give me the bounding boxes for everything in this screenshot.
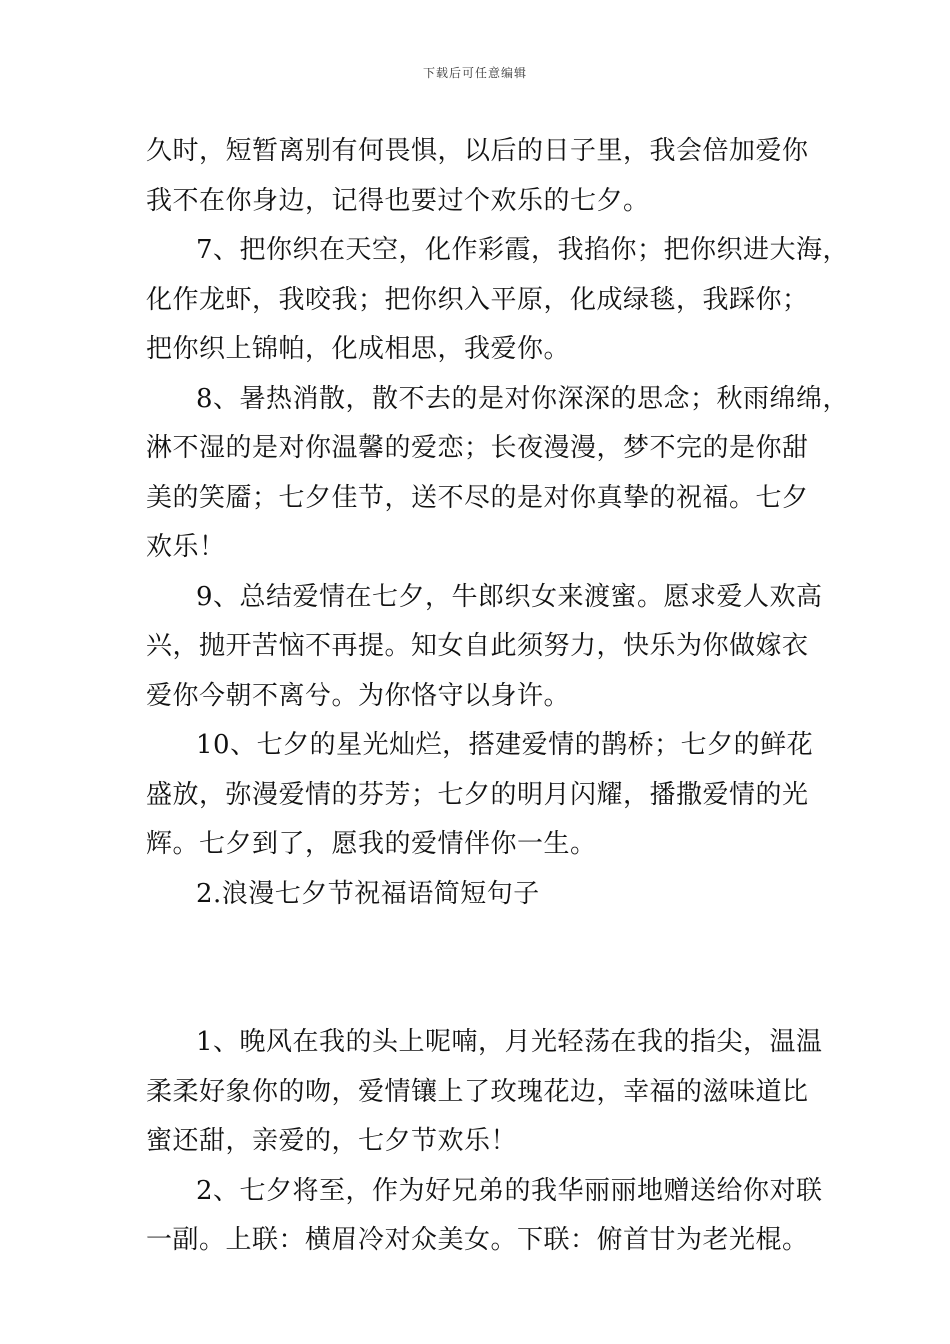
- text-line: 8、暑热消散，散不去的是对你深深的思念；秋雨绵绵，: [196, 383, 850, 414]
- text-line: 7、把你织在天空，化作彩霞，我掐你；把你织进大海，: [196, 235, 850, 265]
- text-line: 我不在你身边，记得也要过个欢乐的七夕。: [146, 185, 650, 216]
- paragraph-item-8: [146, 375, 850, 573]
- text-line: 一副。上联：横眉冷对众美女。下联：俯首甘为老光棍。: [146, 1225, 809, 1255]
- paragraph-item-1: [146, 1018, 846, 1167]
- text-line: 1、晚风在我的头上呢喃，月光轻荡在我的指尖，温温: [196, 1027, 823, 1057]
- text-line: 辉。七夕到了，愿我的爱情伴你一生。: [146, 829, 597, 859]
- text-line: 淋不湿的是对你温馨的爱恋；长夜漫漫，梦不完的是你甜: [146, 433, 809, 463]
- blank-space: [146, 919, 846, 1018]
- text-line: 柔柔好象你的吻，爱情镶上了玫瑰花边，幸福的滋味道比: [146, 1076, 809, 1107]
- paragraph-item-10: [146, 721, 846, 870]
- text-line: 蜜还甜，亲爱的，七夕节欢乐！: [146, 1126, 518, 1156]
- paragraph-item-9: [146, 573, 846, 722]
- text-line: 久时，短暂离别有何畏惧，以后的日子里，我会倍加爱你: [146, 136, 809, 166]
- text-line: 兴，抛开苦恼不再提。知女自此须努力，快乐为你做嫁衣: [146, 631, 809, 661]
- text-line: 9、总结爱情在七夕，牛郎织女来渡蜜。愿求爱人欢高: [196, 581, 823, 612]
- text-line: 10、七夕的星光灿烂，搭建爱情的鹊桥；七夕的鲜花: [196, 730, 814, 760]
- text-line: 把你织上锦帕，化成相思，我爱你。: [146, 334, 571, 364]
- text-line: 化作龙虾，我咬我；把你织入平原，化成绿毯，我踩你；: [146, 284, 809, 315]
- paragraph: [146, 127, 846, 226]
- text-line: 盛放，弥漫爱情的芬芳；七夕的明月闪耀，播撒爱情的光: [146, 779, 809, 810]
- section-heading: [146, 870, 846, 920]
- text-line: 欢乐！: [146, 532, 226, 562]
- page-header: 下载后可任意编辑: [422, 66, 527, 80]
- text-line: 美的笑靥；七夕佳节，送不尽的是对你真挚的祝福。七夕: [146, 482, 809, 513]
- paragraph-item-2: [146, 1167, 846, 1266]
- document-body: [146, 127, 850, 1266]
- section-title: 2.浪漫七夕节祝福语简短句子: [196, 878, 540, 909]
- text-line: 2、七夕将至，作为好兄弟的我华丽丽地赠送给你对联: [196, 1175, 823, 1206]
- text-line: 爱你今朝不离兮。为你恪守以身许。: [146, 680, 571, 711]
- paragraph-item-7: [146, 226, 850, 375]
